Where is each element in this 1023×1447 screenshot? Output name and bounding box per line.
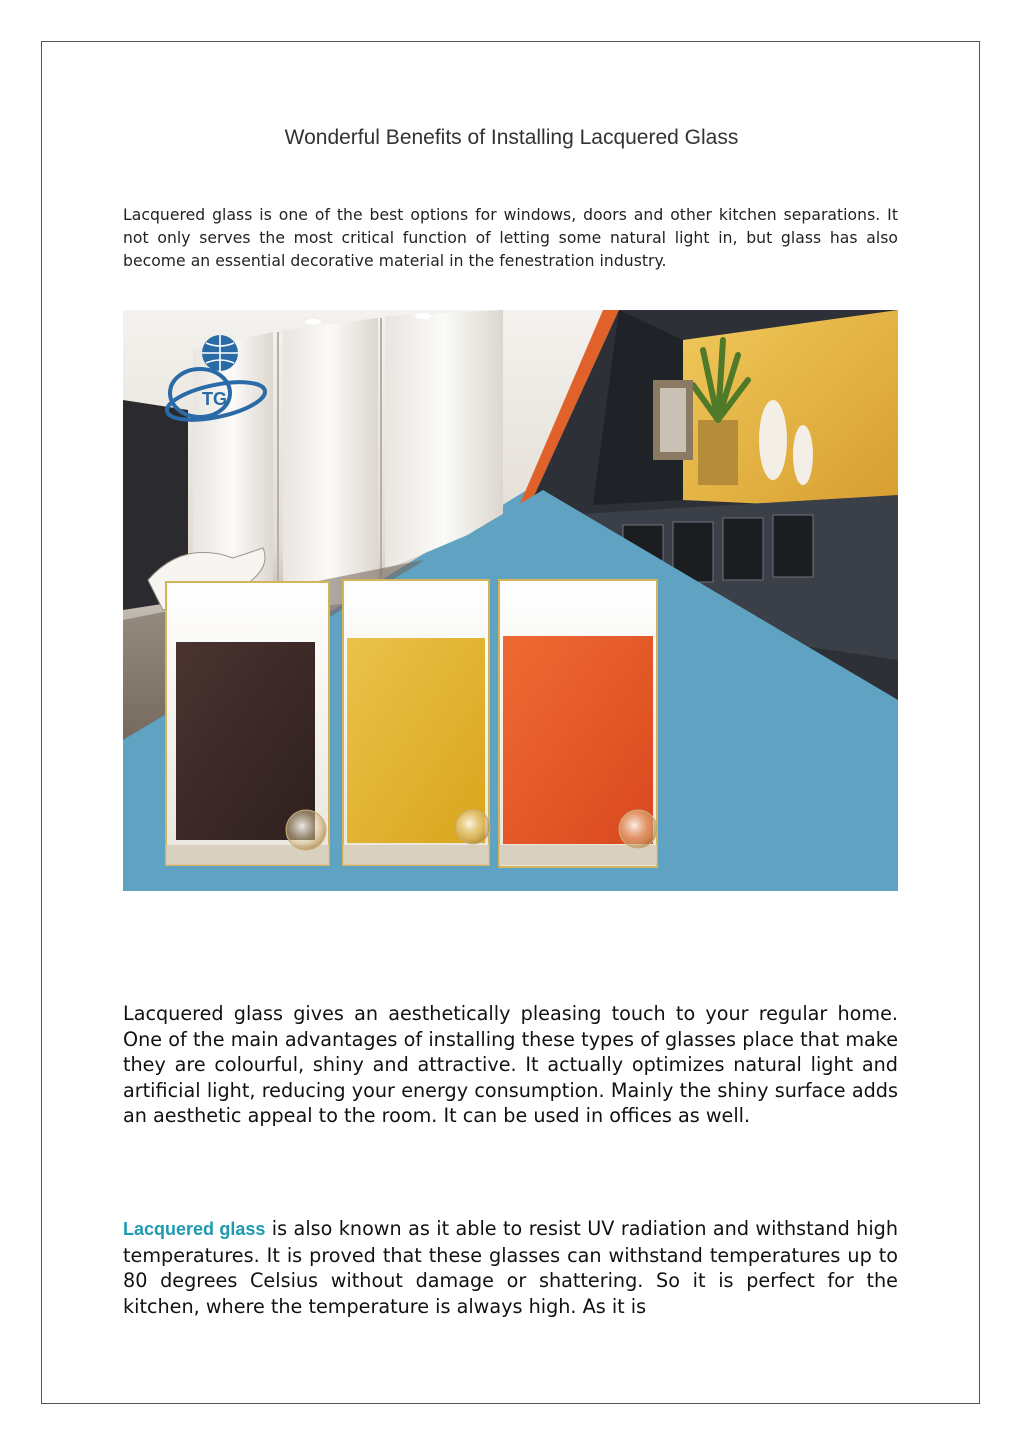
swatch-orange: [499, 580, 657, 867]
paragraph-uv-text: is also known as it able to resist UV radiation and withstand high temperatures. It is proved that these glasses can withstand temperatures up to 80 degrees Celsius without damage or shattering. So it is perfect for the kitchen, where the temperature is always high. As it is: [123, 1217, 899, 1318]
lacquered-glass-link[interactable]: Lacquered glass: [123, 1219, 266, 1239]
page-title: Wonderful Benefits of Installing Lacquered Glass: [284, 126, 739, 149]
logo-text: TG: [202, 389, 227, 409]
paragraph-benefits: Lacquered glass gives an aesthetically pleasing touch to your regular home. One of the main advantages of installing these types of glasses place that make they are colourful, shiny and attractive. It actually optimizes natural light and artificial light, reducing your energy consumption. Mainly the shiny surface adds an aesthetic appeal to the room. It can be used in offices as well.: [123, 1002, 898, 1127]
paragraph-uv-resistance: [123, 1216, 898, 1319]
swatch-brown: [166, 582, 329, 865]
intro-paragraph: Lacquered glass is one of the best options for windows, doors and other kitchen separations. It not only serves the most critical function of letting some natural light in, but glass has also become an essential decorative material in the fenestration industry.: [123, 206, 898, 270]
hero-image: [123, 310, 898, 891]
swatch-yellow: [343, 580, 490, 865]
